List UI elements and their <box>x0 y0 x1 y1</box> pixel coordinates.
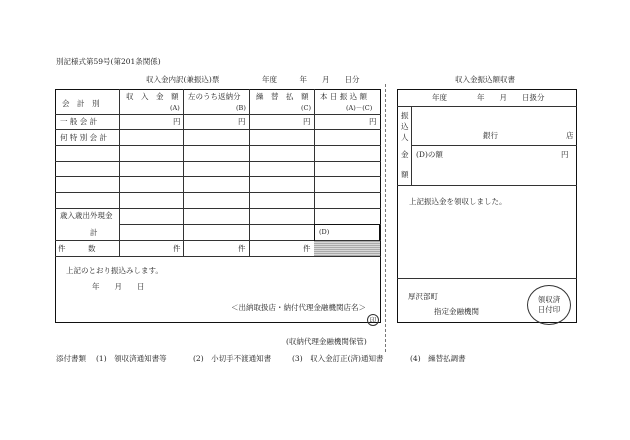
row-count: 件 数 <box>58 244 96 253</box>
perforation-line <box>385 84 386 352</box>
agency-name: 指定金融機関 <box>434 307 479 316</box>
shaded-cell <box>314 241 380 256</box>
row-total: 計 <box>90 228 98 237</box>
col-sub-b: (B) <box>236 104 246 112</box>
left-form-title: 収入金内訳(兼振込)票 <box>146 75 220 84</box>
received-statement: 上記振込金を領収しました。 <box>409 197 507 206</box>
vlabel-char: 人 <box>401 133 409 142</box>
attachment-item: (4) 繰替払調書 <box>410 354 466 363</box>
vlabel-char: 込 <box>401 122 409 131</box>
transfer-date: 年 月 日 <box>92 282 145 291</box>
signer-label: ＜出納取扱店・納付代理金融機関店名＞ <box>231 303 366 312</box>
vlabel-char: 金 <box>401 150 409 159</box>
ken-unit: 件 <box>303 244 311 253</box>
col-sub-c: (C) <box>301 104 312 112</box>
attachments-label: 添付書類 <box>56 354 86 363</box>
amount-d-label: (D)の額 <box>416 150 443 159</box>
seal-mark: 印 <box>367 314 379 326</box>
period-date-line: 年度 年 月 日分 <box>262 75 360 84</box>
col-header-refund: 左のうち返納分 <box>188 92 241 101</box>
row-outside-cash: 歳入歳出外現金 <box>60 211 113 220</box>
col-sub-a: (A) <box>170 104 180 112</box>
cell-d-label: (D) <box>319 228 330 236</box>
yen-unit: 円 <box>369 117 377 126</box>
attachment-item: (2) 小切手不渡通知書 <box>193 354 272 363</box>
branch-label: 店 <box>566 131 574 140</box>
town-name: 厚沢部町 <box>408 292 438 301</box>
vlabel-char: 額 <box>401 170 409 179</box>
row-general-account: 一 般 会 計 <box>60 117 98 126</box>
receipt-date-stamp <box>527 285 571 325</box>
stamp-line-2: 日付印 <box>537 305 561 314</box>
transfer-statement: 上記のとおり振込みします。 <box>66 266 163 275</box>
vlabel-char: 振 <box>401 111 409 120</box>
ken-unit: 件 <box>238 244 246 253</box>
receipt-date-line: 年度 年 月 日扱分 <box>432 93 545 102</box>
yen-unit: 円 <box>173 117 181 126</box>
yen-unit: 円 <box>238 117 246 126</box>
col-header-account: 会 計 別 <box>62 99 100 108</box>
yen-unit: 円 <box>303 117 311 126</box>
col-header-today: 本 日 振 込 額 <box>320 92 368 101</box>
row-special-account: 何 特 別 会 計 <box>60 133 108 142</box>
bank-label: 銀行 <box>483 131 498 140</box>
right-form-title: 収入金振込額収書 <box>455 75 515 84</box>
yen-unit: 円 <box>561 150 569 159</box>
attachment-item: (1) 領収済通知書等 <box>96 354 167 363</box>
attachment-item: (3) 収入金訂正(済)通知書 <box>292 354 384 363</box>
keeper-note: (収納代理金融機関保管) <box>286 337 367 346</box>
form-number: 別記様式第59号(第201条関係) <box>56 57 161 66</box>
ken-unit: 件 <box>173 244 181 253</box>
col-header-income: 収 入 金 額 <box>126 92 179 101</box>
stamp-line-1: 領収済 <box>537 295 561 304</box>
col-sub-a-minus-c: (A)－(C) <box>346 104 373 112</box>
col-header-transfer: 繰 替 払 額 <box>256 92 309 101</box>
